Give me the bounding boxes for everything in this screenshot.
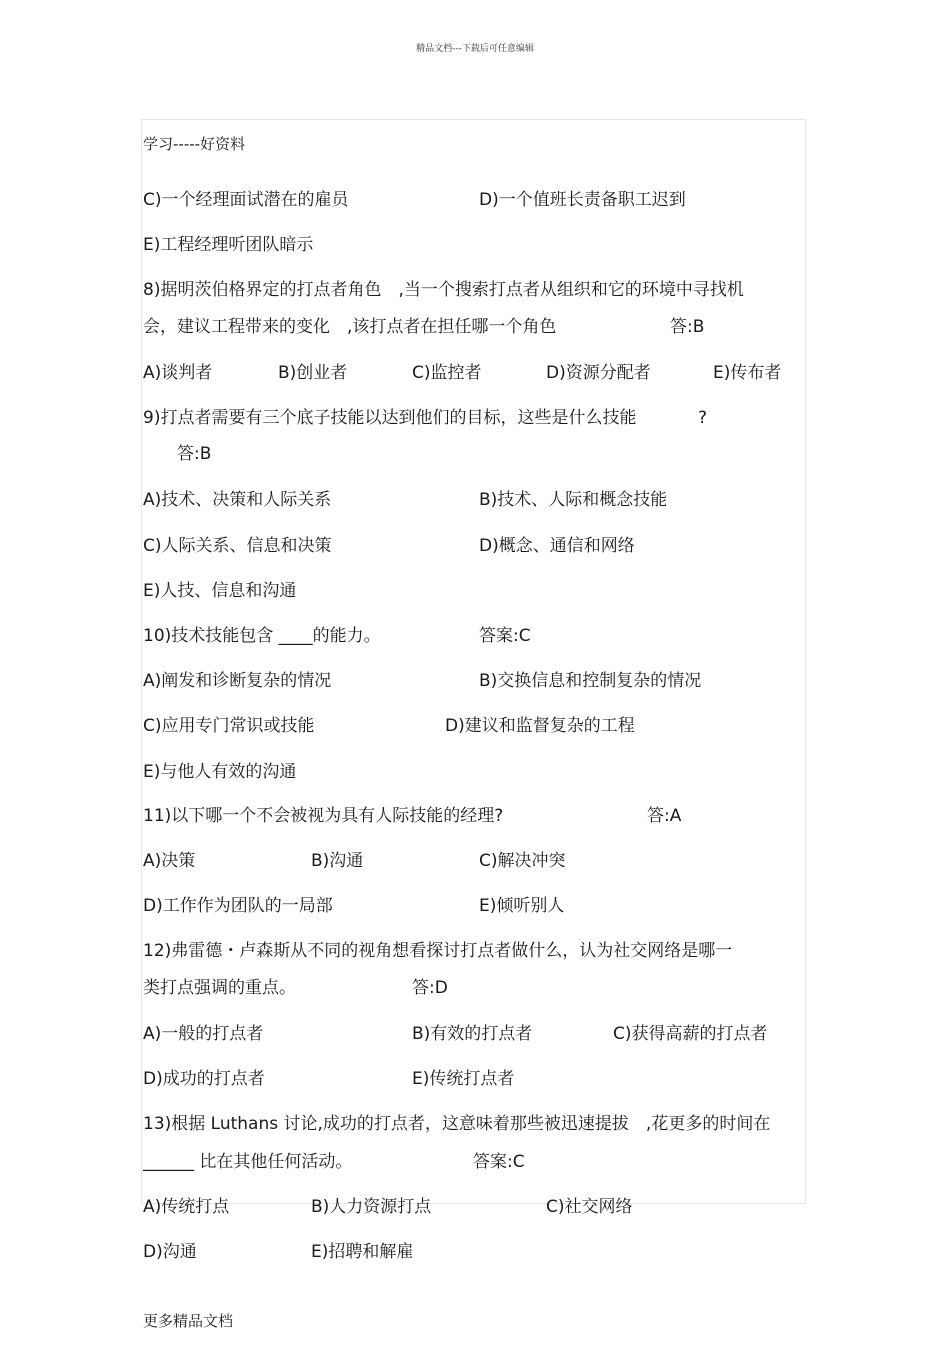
q10-option-e: E)与他人有效的沟通 <box>143 762 297 782</box>
q8-question-line-2: 会，建议工程带来的变化 ,该打点者在担任哪一个角色 <box>143 317 557 337</box>
q12-answer: 答:D <box>412 978 448 998</box>
q12-option-e: E)传统打点者 <box>412 1069 515 1089</box>
q8-option-e: E)传布者 <box>713 363 782 383</box>
q10-option-a: A)阐发和诊断复杂的情况 <box>143 671 332 691</box>
q13-option-e: E)招聘和解雇 <box>311 1242 414 1262</box>
q9-option-c: C)人际关系、信息和决策 <box>143 536 332 556</box>
q11-option-e: E)倾听别人 <box>479 896 565 916</box>
study-note-header: 学习-----好资料 <box>143 135 246 153</box>
q11-option-c: C)解决冲突 <box>479 851 566 871</box>
q8-answer: 答:B <box>670 317 705 337</box>
q11-option-d: D)工作作为团队的一局部 <box>143 896 333 916</box>
q10-option-c: C)应用专门常识或技能 <box>143 716 315 736</box>
q9-question: 9)打点者需要有三个底子技能以达到他们的目标，这些是什么技能 <box>143 408 637 428</box>
q11-question: 11)以下哪一个不会被视为具有人际技能的经理? <box>143 806 504 826</box>
q10-option-d: D)建议和监督复杂的工程 <box>445 716 635 736</box>
q9-option-a: A)技术、决策和人际关系 <box>143 490 332 510</box>
q9-answer: 答:B <box>177 444 212 464</box>
q13-question-line-2: ______ 比在其他任何活动。 <box>143 1152 353 1172</box>
document-footer: 更多精品文档 <box>143 1312 234 1330</box>
q9-option-d: D)概念、通信和网络 <box>479 536 635 556</box>
q11-answer: 答:A <box>647 806 682 826</box>
q9-question-mark: ? <box>698 408 708 428</box>
q11-option-a: A)决策 <box>143 851 196 871</box>
q12-option-c: C)获得高薪的打点者 <box>613 1024 768 1044</box>
q7-option-e: E)工程经理听团队暗示 <box>143 235 314 255</box>
q10-question: 10)技术技能包含 ____的能力。 <box>143 626 381 646</box>
q8-option-d: D)资源分配者 <box>546 363 651 383</box>
document-top-note: 精品文档---下载后可任意编辑 <box>416 44 534 54</box>
q12-question-line-1: 12)弗雷德・卢森斯从不同的视角想看探讨打点者做什么，认为社交网络是哪一 <box>143 941 733 961</box>
q8-option-c: C)监控者 <box>412 363 482 383</box>
q7-option-c: C)一个经理面试潜在的雇员 <box>143 190 349 210</box>
q13-option-d: D)沟通 <box>143 1242 197 1262</box>
q8-question-line-1: 8)据明茨伯格界定的打点者角色 ,当一个搜索打点者从组织和它的环境中寻找机 <box>143 280 744 300</box>
q9-option-e: E)人技、信息和沟通 <box>143 581 297 601</box>
q12-question-line-2: 类打点强调的重点。 <box>143 978 296 998</box>
q7-option-d: D)一个值班长责备职工迟到 <box>479 190 686 210</box>
q8-option-b: B)创业者 <box>278 363 348 383</box>
q13-option-c: C)社交网络 <box>546 1197 633 1217</box>
q12-option-a: A)一般的打点者 <box>143 1024 264 1044</box>
q13-answer: 答案:C <box>473 1152 525 1172</box>
q9-option-b: B)技术、人际和概念技能 <box>479 490 668 510</box>
q8-option-a: A)谈判者 <box>143 363 213 383</box>
q10-answer: 答案:C <box>479 626 531 646</box>
q13-option-a: A)传统打点 <box>143 1197 230 1217</box>
q12-option-b: B)有效的打点者 <box>412 1024 533 1044</box>
q13-question-line-1: 13)根据 Luthans 讨论,成功的打点者，这意味着那些被迅速提拔 ,花更多的时间在 <box>143 1114 771 1134</box>
q12-option-d: D)成功的打点者 <box>143 1069 265 1089</box>
q11-option-b: B)沟通 <box>311 851 364 871</box>
q13-option-b: B)人力资源打点 <box>311 1197 432 1217</box>
q10-option-b: B)交换信息和控制复杂的情况 <box>479 671 702 691</box>
